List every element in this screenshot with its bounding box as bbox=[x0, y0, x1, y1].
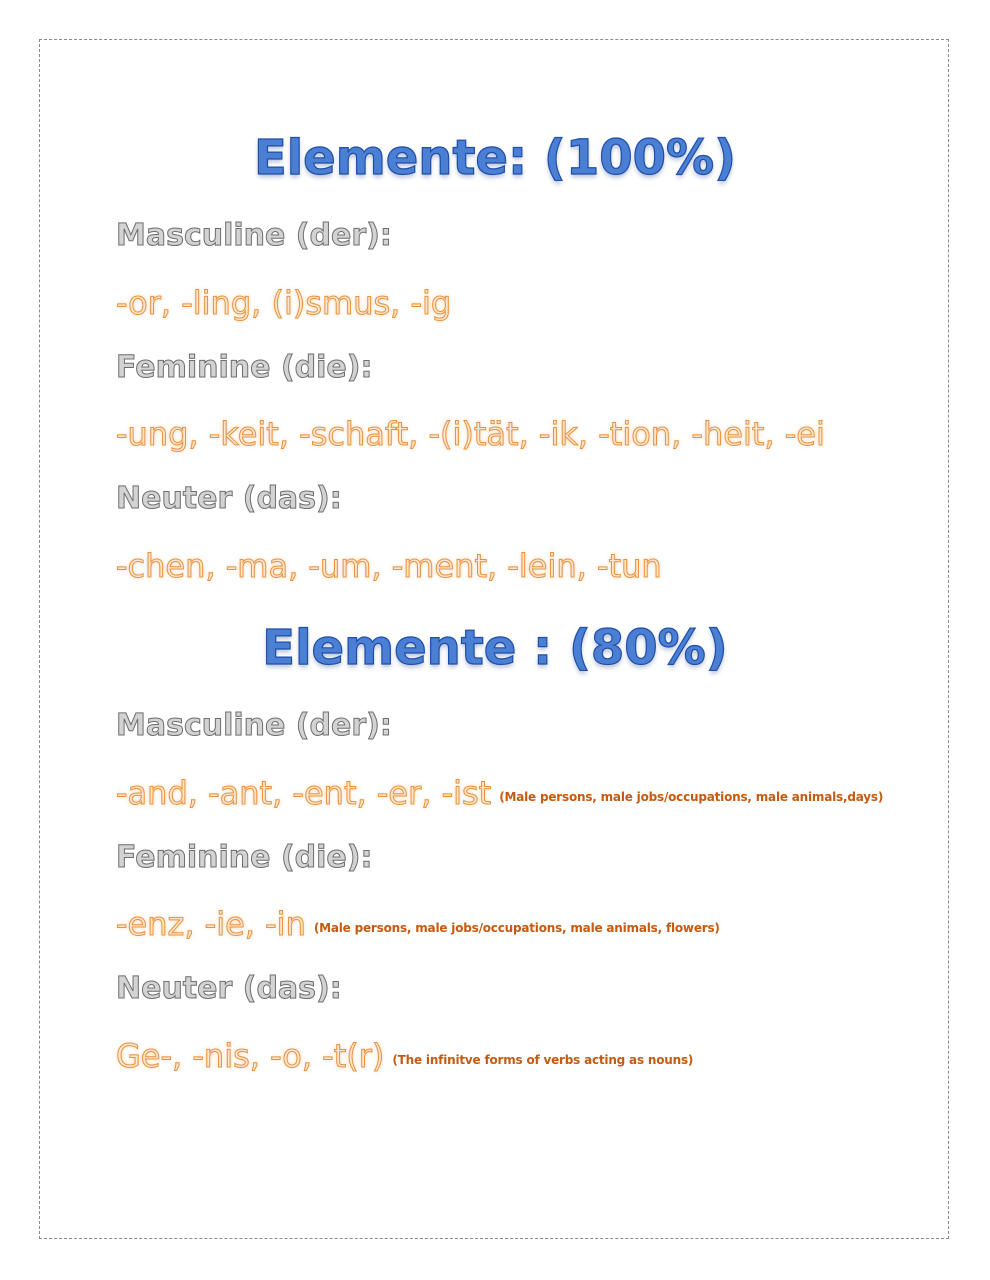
section-80-neuter-label: Neuter (das): bbox=[116, 971, 342, 1006]
section-100-masculine-label: Masculine (der): bbox=[116, 218, 392, 253]
section-80-masculine-label: Masculine (der): bbox=[116, 708, 392, 743]
section-80-title: Elemente : (80%) bbox=[262, 620, 728, 676]
section-80-feminine-row bbox=[116, 903, 720, 949]
section-80-masculine-endings: -and, -ant, -ent, -er, -ist bbox=[116, 774, 492, 812]
section-80-neuter-note: (The infinitve forms of verbs acting as nouns) bbox=[392, 1053, 694, 1067]
section-80-neuter-row bbox=[116, 1035, 693, 1081]
section-100-title: Elemente: (100%) bbox=[253, 130, 737, 186]
section-100-neuter-endings: -chen, -ma, -um, -ment, -lein, -tun bbox=[116, 547, 662, 585]
section-80-neuter-endings: Ge-, -nis, -o, -t(r) bbox=[116, 1037, 385, 1075]
section-80-feminine-endings: -enz, -ie, -in bbox=[116, 905, 306, 943]
section-100-masculine-endings: -or, -ling, (i)smus, -ig bbox=[116, 284, 452, 322]
section-80-feminine-note: (Male persons, male jobs/occupations, male animals, flowers) bbox=[313, 921, 720, 935]
section-80-feminine-label: Feminine (die): bbox=[116, 840, 373, 875]
section-80-masculine-note: (Male persons, male jobs/occupations, male animals,days) bbox=[499, 790, 884, 804]
section-100-feminine-label: Feminine (die): bbox=[116, 350, 373, 385]
section-100-neuter-label: Neuter (das): bbox=[116, 481, 342, 516]
section-100-feminine-endings: -ung, -keit, -schaft, -(i)tät, -ik, -tion, -heit, -ei bbox=[116, 415, 825, 453]
section-80-masculine-row bbox=[116, 772, 883, 818]
